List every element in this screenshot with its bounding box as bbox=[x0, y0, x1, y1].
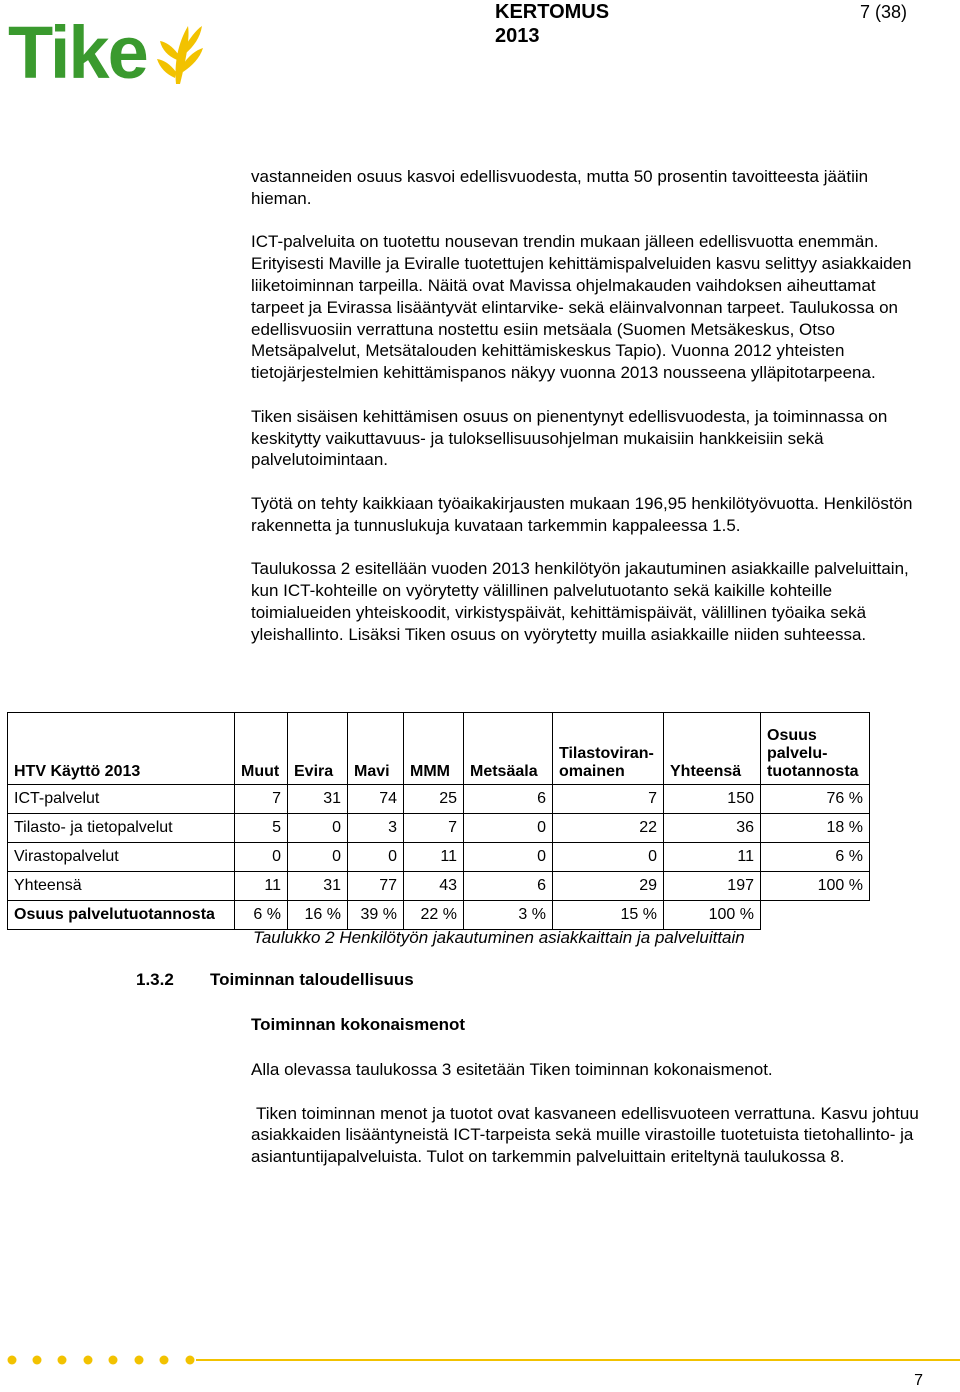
wheat-icon bbox=[157, 26, 203, 84]
table-cell: Tilasto- ja tietopalvelut bbox=[8, 814, 235, 843]
table-header-cell: Yhteensä bbox=[664, 713, 761, 785]
table-cell: 11 bbox=[664, 843, 761, 872]
table-cell: 6 bbox=[464, 785, 553, 814]
table-cell: Osuus palvelutuotannosta bbox=[8, 901, 235, 930]
table-header-cell: Metsäala bbox=[464, 713, 553, 785]
table-cell: 16 % bbox=[288, 901, 348, 930]
table-cell: 11 bbox=[235, 872, 288, 901]
table-cell: 197 bbox=[664, 872, 761, 901]
table-cell: 0 bbox=[464, 814, 553, 843]
table-header-cell: Tilastoviran-omainen bbox=[553, 713, 664, 785]
tike-logo bbox=[8, 8, 203, 86]
table-cell: 0 bbox=[235, 843, 288, 872]
table-cell: 0 bbox=[288, 814, 348, 843]
footer-dotted-line bbox=[0, 1348, 960, 1372]
table-cell: 11 bbox=[404, 843, 464, 872]
table-cell: 18 % bbox=[761, 814, 870, 843]
table-cell: 100 % bbox=[664, 901, 761, 930]
paragraph: Taulukossa 2 esitellään vuoden 2013 henkilötyön jakautuminen asiakkaille palveluittain, kun ICT-kohteille on vyörytetty välillinen palvelutuotanto sekä kaikille kohteille toimialueiden yhteiskoodit, virkistyspäivät, kehittämispäivät, välillinen työaika sekä yleishallinto. Lisäksi Tiken osuus on vyörytetty muilla asiakkaille niiden suhteessa. bbox=[251, 559, 909, 644]
table-row bbox=[8, 901, 870, 930]
table-cell: 29 bbox=[553, 872, 664, 901]
table-cell: 7 bbox=[235, 785, 288, 814]
table-cell: 31 bbox=[288, 785, 348, 814]
table-cell: Virastopalvelut bbox=[8, 843, 235, 872]
table-cell: 15 % bbox=[553, 901, 664, 930]
table-row bbox=[8, 785, 870, 814]
paragraph: ICT-palveluita on tuotettu nousevan trendin mukaan jälleen edellisvuotta enemmän. Erityisesti Maville ja Eviralle tuotettujen kehittämispalveluiden kasvu selittyy asiakkaiden liiketoiminnan tarpeilla. Näitä ovat Mavissa ohjelmakauden vaihdoksen aiheuttamat tarpeet ja Evirassa lisääntyvät elintarvike- sekä eläinvalvonnan tarpeet. Taulukossa on edellisvuosiin verrattuna nostettu esiin metsäala (Suomen Metsäkeskus, Otso Metsäpalvelut, Metsätalouden kehittämiskeskus Tapio). Vuonna 2012 yhteisten tietojärjestelmien kehittämispanos näkyy vuonna 2013 nousseena ylläpitotarpeena. bbox=[251, 232, 912, 383]
table-cell: 150 bbox=[664, 785, 761, 814]
table-header-cell: Muut bbox=[235, 713, 288, 785]
table-header-cell: HTV Käyttö 2013 bbox=[8, 713, 235, 785]
table-cell: 6 % bbox=[761, 843, 870, 872]
table-cell: 22 % bbox=[404, 901, 464, 930]
table-cell: Yhteensä bbox=[8, 872, 235, 901]
table-cell: 31 bbox=[288, 872, 348, 901]
section-body bbox=[251, 1059, 931, 1190]
table-row bbox=[8, 814, 870, 843]
table-cell: 6 bbox=[464, 872, 553, 901]
section-title: Toiminnan taloudellisuus bbox=[210, 970, 414, 989]
table-cell: 0 bbox=[348, 843, 404, 872]
table-cell: 5 bbox=[235, 814, 288, 843]
paragraph: Alla olevassa taulukossa 3 esitetään Tiken toiminnan kokonaismenot. bbox=[251, 1060, 773, 1079]
paragraph: Tiken sisäisen kehittämisen osuus on pienentynyt edellisvuodesta, ja toiminnassa on keskitytty vaikuttavuus- ja tuloksellisuusohjelman mukaisiin hankkeisiin sekä palvelutoimintaan. bbox=[251, 406, 888, 470]
table-cell: 0 bbox=[464, 843, 553, 872]
table-cell: 74 bbox=[348, 785, 404, 814]
table-caption: Taulukko 2 Henkilötyön jakautuminen asiakkaittain ja palveluittain bbox=[253, 928, 745, 947]
table-cell: 25 bbox=[404, 785, 464, 814]
table-cell: 6 % bbox=[235, 901, 288, 930]
table-row bbox=[8, 843, 870, 872]
paragraph: vastanneiden osuus kasvoi edellisvuodesta, mutta 50 prosentin tavoitteesta jäätiin hieman. bbox=[251, 167, 869, 208]
table-header-cell: Osuus palvelu-tuotannosta bbox=[761, 713, 870, 785]
table-cell: 0 bbox=[288, 843, 348, 872]
htv-table bbox=[7, 712, 870, 930]
table-cell-empty bbox=[761, 901, 870, 930]
table-header-row bbox=[8, 713, 870, 785]
table-header-cell: MMM bbox=[404, 713, 464, 785]
table-cell: 0 bbox=[553, 843, 664, 872]
table-cell: ICT-palvelut bbox=[8, 785, 235, 814]
table-cell: 76 % bbox=[761, 785, 870, 814]
footer-page-number: 7 bbox=[914, 1372, 923, 1389]
table-cell: 39 % bbox=[348, 901, 404, 930]
table-header-cell: Evira bbox=[288, 713, 348, 785]
table-cell: 7 bbox=[553, 785, 664, 814]
table-cell: 22 bbox=[553, 814, 664, 843]
table-cell: 7 bbox=[404, 814, 464, 843]
body-text bbox=[251, 166, 921, 667]
table-cell: 3 bbox=[348, 814, 404, 843]
paragraph: Tiken toiminnan menot ja tuotot ovat kasvaneen edellisvuoteen verrattuna. Kasvu johtuu asiakkaiden lisääntyneistä ICT-tarpeista sekä muille virastoille tuotetuista tietohallinto- ja asiantuntijapalveluista. Tulot on tarkemmin palveluittain eriteltynä taulukossa 8. bbox=[251, 1103, 919, 1167]
section-number: 1.3.2 bbox=[136, 970, 174, 989]
subsection-title: Toiminnan kokonaismenot bbox=[251, 1015, 466, 1034]
paragraph: Työtä on tehty kaikkiaan työaikakirjausten mukaan 196,95 henkilötyövuotta. Henkilöstön rakennetta ja tunnuslukuja kuvataan tarkemmin kappaleessa 1.5. bbox=[251, 493, 913, 535]
table-cell: 77 bbox=[348, 872, 404, 901]
table-row bbox=[8, 872, 870, 901]
table-cell: 3 % bbox=[464, 901, 553, 930]
page-indicator: 7 (38) bbox=[859, 2, 907, 22]
table-header-cell: Mavi bbox=[348, 713, 404, 785]
report-title: KERTOMUS 2013 bbox=[495, 1, 610, 47]
table-cell: 36 bbox=[664, 814, 761, 843]
logo-wordmark: Tike bbox=[8, 11, 147, 86]
table-cell: 100 % bbox=[761, 872, 870, 901]
table-cell: 43 bbox=[404, 872, 464, 901]
